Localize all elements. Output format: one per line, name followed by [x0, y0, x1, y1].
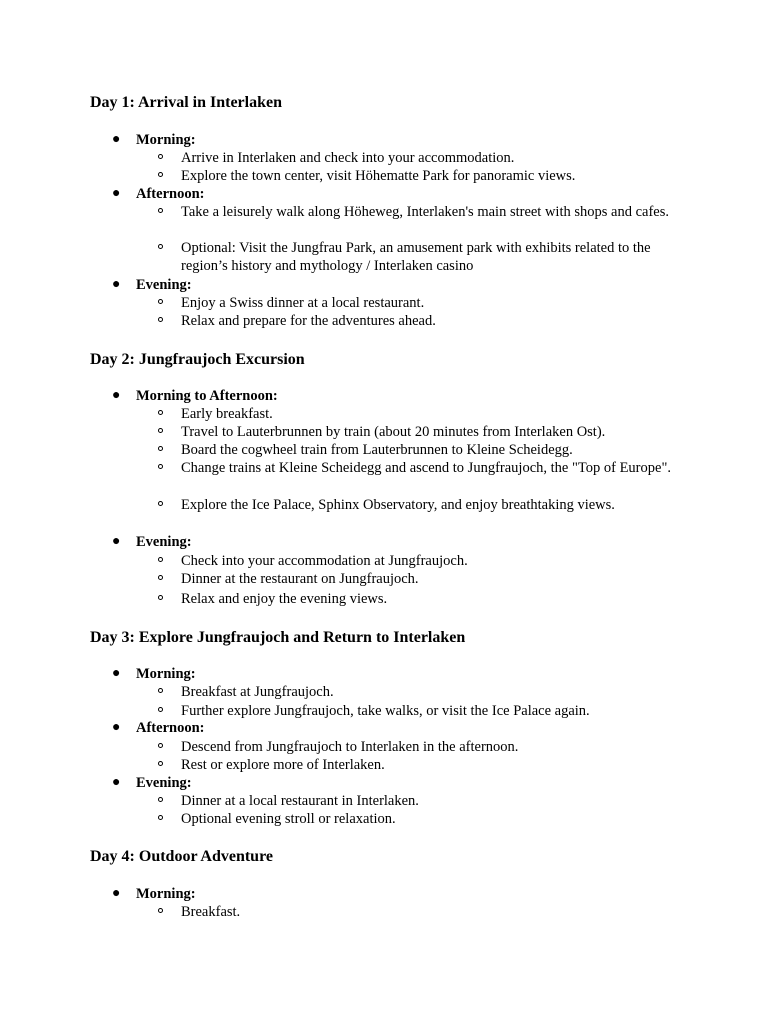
list-item: Change trains at Kleine Scheidegg and ascend to Jungfraujoch, the "Top of Europe". [158, 459, 678, 477]
list-item: Dinner at the restaurant on Jungfraujoch. [158, 570, 678, 588]
bullet-icon: ● [112, 775, 121, 790]
circle-bullet-icon [158, 317, 163, 322]
list-item: Optional evening stroll or relaxation. [158, 810, 678, 828]
list-item: Descend from Jungfraujoch to Interlaken in the afternoon. [158, 738, 678, 756]
circle-bullet-icon [158, 595, 163, 600]
period-label: Morning: [136, 886, 196, 902]
bullet-icon: ● [112, 132, 121, 147]
list-item: Breakfast at Jungfraujoch. [158, 683, 678, 701]
list-item: Early breakfast. [158, 405, 678, 423]
bullet-icon: ● [112, 534, 121, 549]
day-3-heading: Day 3: Explore Jungfraujoch and Return to Interlaken [90, 629, 466, 646]
circle-bullet-icon [158, 761, 163, 766]
bullet-icon: ● [112, 277, 121, 292]
circle-bullet-icon [158, 410, 163, 415]
list-item: Arrive in Interlaken and check into your accommodation. [158, 149, 678, 167]
period-label: Evening: [136, 775, 192, 791]
list-item: Breakfast. [158, 903, 678, 921]
circle-bullet-icon [158, 797, 163, 802]
circle-bullet-icon [158, 428, 163, 433]
circle-bullet-icon [158, 908, 163, 913]
list-item: Check into your accommodation at Jungfraujoch. [158, 552, 678, 570]
period-label: Afternoon: [136, 186, 205, 202]
bullet-icon: ● [112, 666, 121, 681]
circle-bullet-icon [158, 501, 163, 506]
circle-bullet-icon [158, 464, 163, 469]
circle-bullet-icon [158, 244, 163, 249]
period-label: Evening: [136, 534, 192, 550]
list-item: Dinner at a local restaurant in Interlaken. [158, 792, 678, 810]
bullet-icon: ● [112, 186, 121, 201]
list-item: Rest or explore more of Interlaken. [158, 756, 678, 774]
list-item: Board the cogwheel train from Lauterbrunnen to Kleine Scheidegg. [158, 441, 678, 459]
circle-bullet-icon [158, 154, 163, 159]
period-label: Afternoon: [136, 720, 205, 736]
list-item: Travel to Lauterbrunnen by train (about 20 minutes from Interlaken Ost). [158, 423, 678, 441]
bullet-icon: ● [112, 886, 121, 901]
circle-bullet-icon [158, 557, 163, 562]
bullet-icon: ● [112, 388, 121, 403]
list-item: Take a leisurely walk along Höheweg, Interlaken's main street with shops and cafes. [158, 203, 678, 221]
list-item: Further explore Jungfraujoch, take walks, or visit the Ice Palace again. [158, 702, 678, 720]
circle-bullet-icon [158, 688, 163, 693]
list-item: Explore the Ice Palace, Sphinx Observatory, and enjoy breathtaking views. [158, 496, 678, 514]
list-item: Explore the town center, visit Höhematte Park for panoramic views. [158, 167, 678, 185]
list-item: Relax and enjoy the evening views. [158, 590, 678, 608]
list-item: Optional: Visit the Jungfrau Park, an amusement park with exhibits related to the region’s history and mythology / Interlaken casino [158, 239, 678, 275]
bullet-icon: ● [112, 720, 121, 735]
circle-bullet-icon [158, 446, 163, 451]
day-1-heading: Day 1: Arrival in Interlaken [90, 94, 282, 111]
period-label: Morning: [136, 132, 196, 148]
period-label: Morning: [136, 666, 196, 682]
list-item: Enjoy a Swiss dinner at a local restaurant. [158, 294, 678, 312]
circle-bullet-icon [158, 707, 163, 712]
circle-bullet-icon [158, 743, 163, 748]
circle-bullet-icon [158, 299, 163, 304]
day-2-heading: Day 2: Jungfraujoch Excursion [90, 351, 305, 368]
circle-bullet-icon [158, 172, 163, 177]
day-4-heading: Day 4: Outdoor Adventure [90, 848, 273, 865]
circle-bullet-icon [158, 575, 163, 580]
period-label: Morning to Afternoon: [136, 388, 278, 404]
circle-bullet-icon [158, 815, 163, 820]
circle-bullet-icon [158, 208, 163, 213]
period-label: Evening: [136, 277, 192, 293]
list-item: Relax and prepare for the adventures ahead. [158, 312, 678, 330]
